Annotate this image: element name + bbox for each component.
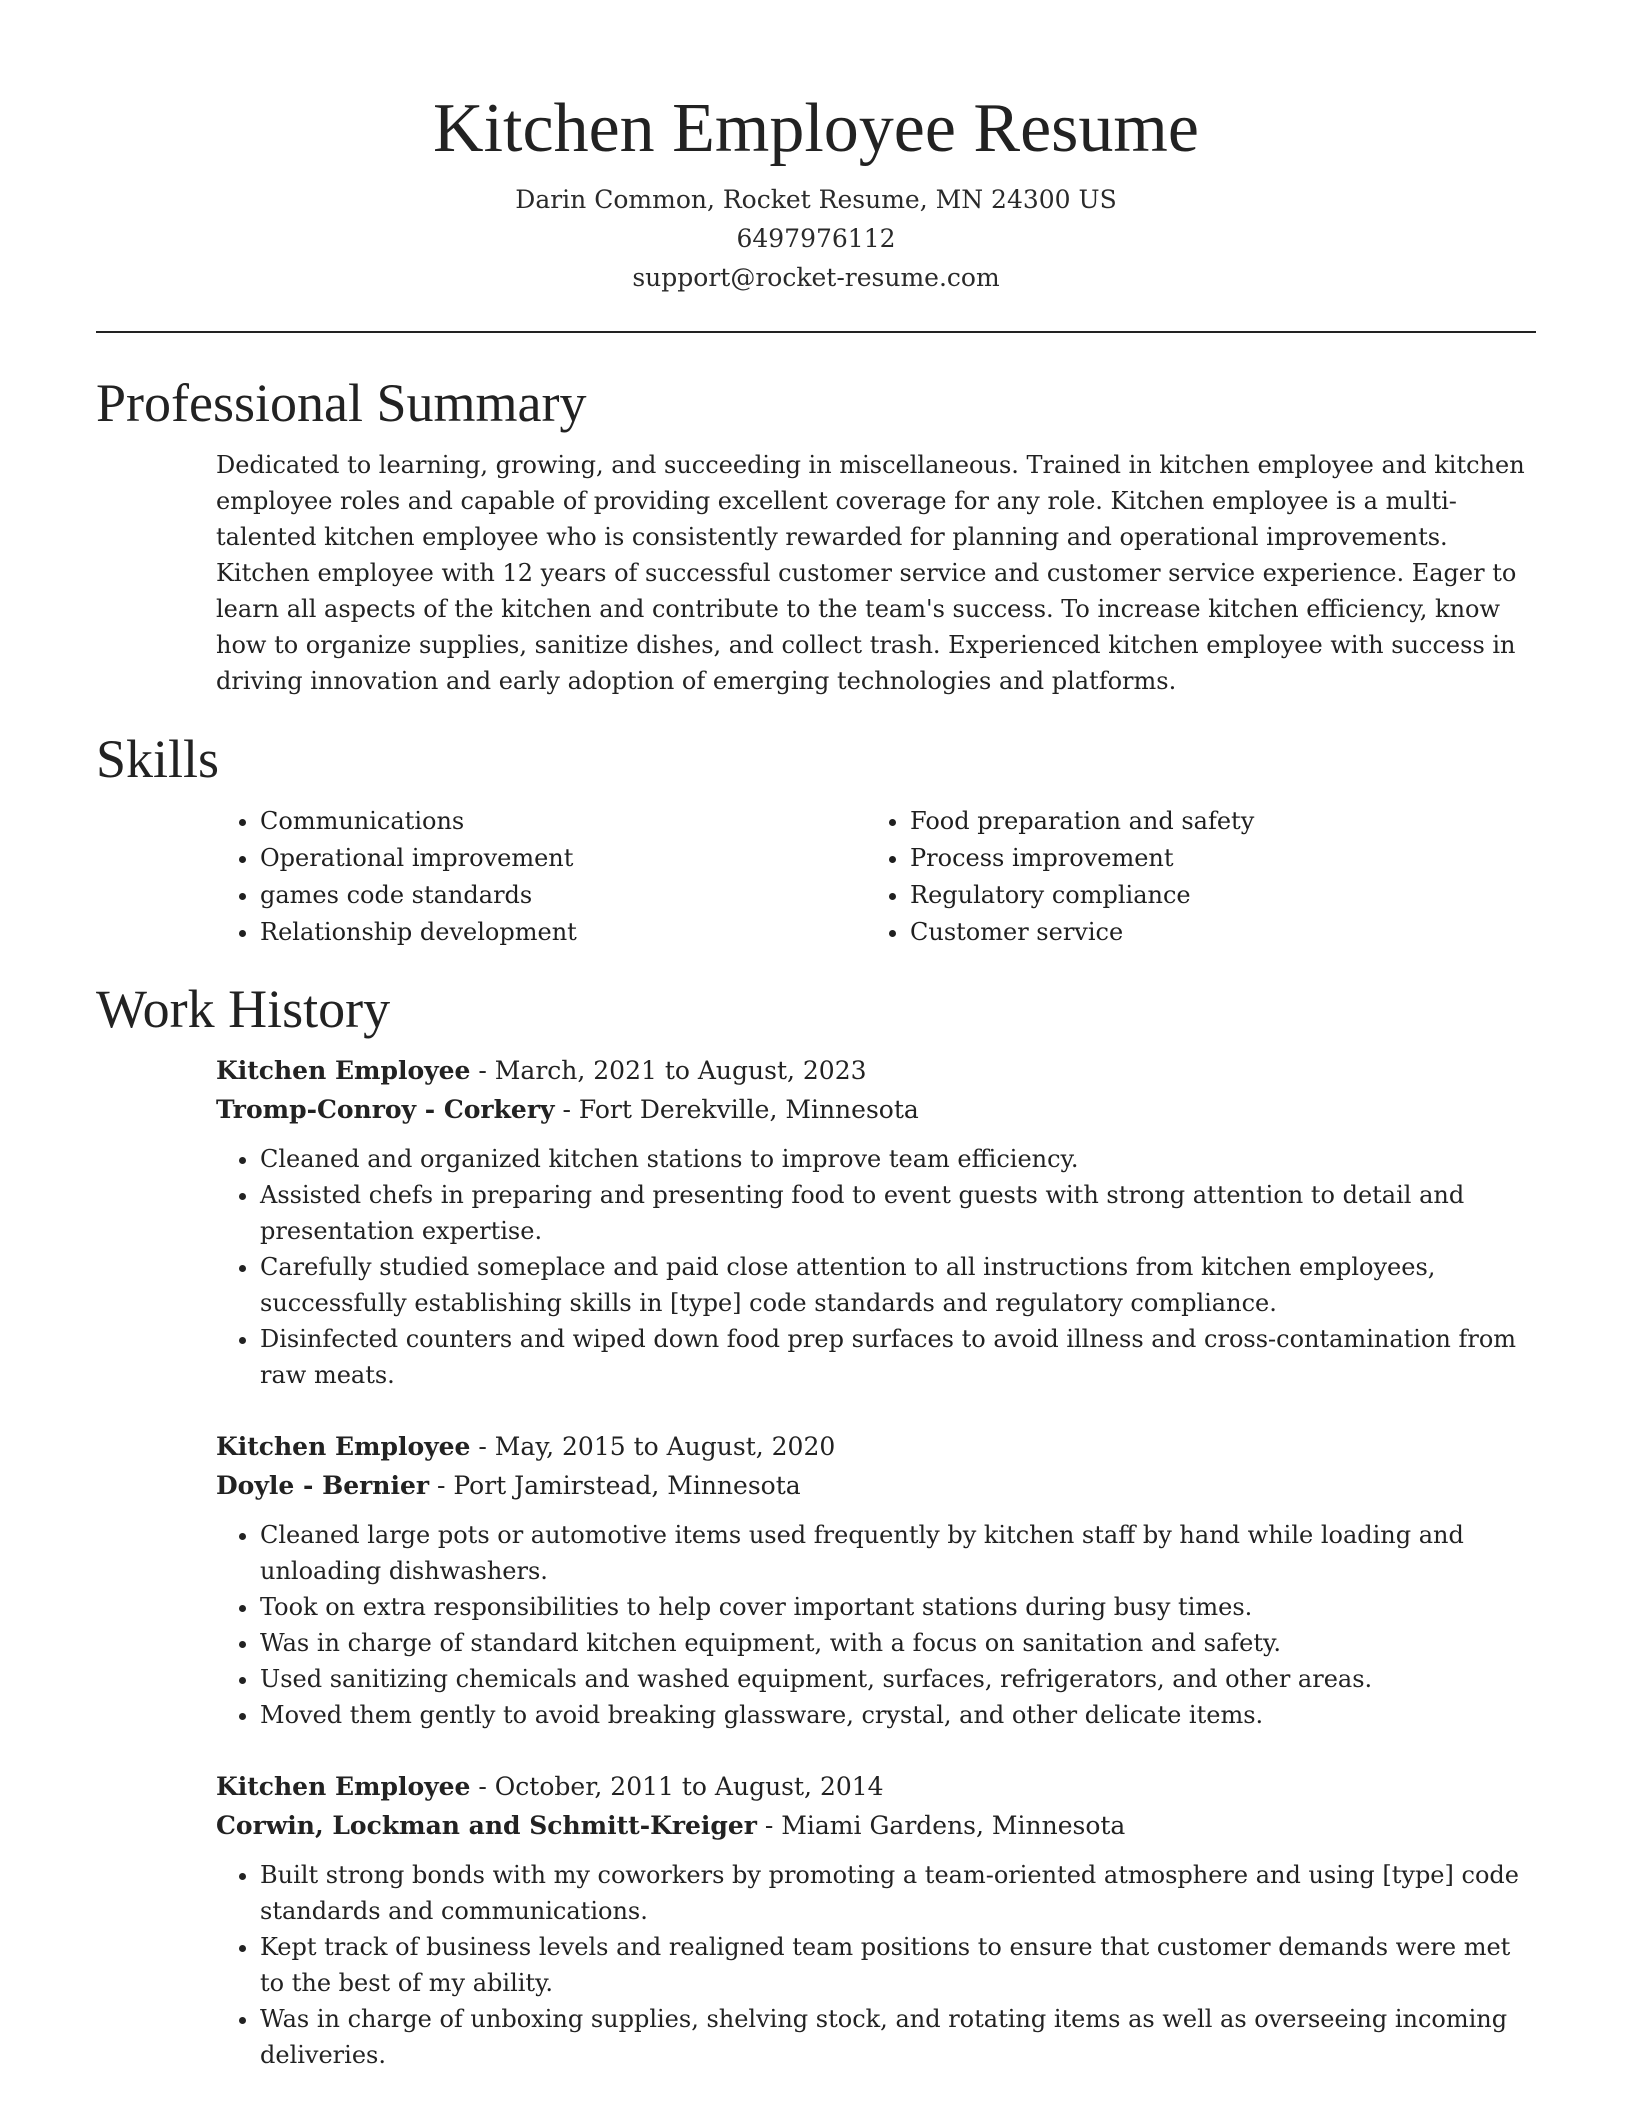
job-bullet: • Assisted chefs in preparing and presenting food to event guests with strong attention to detail and presentation expertise.	[260, 1177, 1536, 1249]
job-title: Kitchen Employee	[216, 1432, 471, 1461]
skill-item: • Operational improvement	[260, 840, 866, 877]
job-company: Doyle - Bernier	[216, 1471, 430, 1500]
contact-address: Darin Common, Rocket Resume, MN 24300 US	[515, 185, 1117, 214]
job-bullet: • Built strong bonds with my coworkers by promoting a team-oriented atmosphere and using [type] code standards and communications.	[260, 1857, 1536, 1929]
job-bullets	[216, 1517, 1536, 1733]
skills-column-left	[216, 803, 866, 951]
skills-column-right	[866, 803, 1254, 951]
skill-item: • Regulatory compliance	[910, 877, 1254, 914]
job-dates: - May, 2015 to August, 2020	[470, 1432, 836, 1461]
job-entry	[216, 1767, 1536, 2073]
summary-text: Dedicated to learning, growing, and succeeding in miscellaneous. Trained in kitchen employee and kitchen employee roles and capable of providing excellent coverage for any role. Kitchen employee is a multi-talented kitchen employee who is consistently rewarded for planning and operational improvements. Kitchen employee with 12 years of successful customer service and customer service experience. Eager to learn all aspects of the kitchen and contribute to the team's success. To increase kitchen efficiency, know how to organize supplies, sanitize dishes, and collect trash. Experienced kitchen employee with success in driving innovation and early adoption of emerging technologies and platforms.	[216, 451, 1525, 695]
job-title-line	[216, 1767, 1536, 1806]
job-bullet: • Used sanitizing chemicals and washed equipment, surfaces, refrigerators, and other areas.	[260, 1661, 1536, 1697]
skill-item: • Communications	[260, 803, 866, 840]
job-company-line	[216, 1466, 1536, 1505]
skills-list	[216, 803, 1536, 951]
summary-heading: Professional Summary	[96, 373, 587, 433]
job-location: - Miami Gardens, Minnesota	[756, 1811, 1126, 1840]
job-company: Corwin, Lockman and Schmitt-Kreiger	[216, 1811, 757, 1840]
job-bullet: • Kept track of business levels and realigned team positions to ensure that customer demands were met to the best of my ability.	[260, 1929, 1536, 2001]
job-bullets	[216, 1141, 1536, 1393]
job-bullets	[216, 1857, 1536, 2073]
job-company: Tromp-Conroy - Corkery	[216, 1095, 555, 1124]
skill-item: • Food preparation and safety	[910, 803, 1254, 840]
job-title-line	[216, 1051, 1536, 1090]
job-title: Kitchen Employee	[216, 1772, 471, 1801]
job-bullet: • Was in charge of standard kitchen equipment, with a focus on sanitation and safety.	[260, 1625, 1536, 1661]
job-bullet: • Carefully studied someplace and paid close attention to all instructions from kitchen employees, successfully establishing skills in [type] code standards and regulatory compliance.	[260, 1249, 1536, 1321]
skill-item: • Customer service	[910, 914, 1254, 951]
job-entry	[216, 1051, 1536, 1393]
job-title: Kitchen Employee	[216, 1056, 471, 1085]
job-bullet: • Disinfected counters and wiped down food prep surfaces to avoid illness and cross-contamination from raw meats.	[260, 1321, 1536, 1393]
job-location: - Fort Derekville, Minnesota	[554, 1095, 919, 1124]
job-bullet: • Cleaned and organized kitchen stations to improve team efficiency.	[260, 1141, 1536, 1177]
contact-email: support@rocket-resume.com	[632, 263, 1000, 292]
job-bullet: • Was in charge of unboxing supplies, shelving stock, and rotating items as well as overseeing incoming deliveries.	[260, 2001, 1536, 2073]
job-location: - Port Jamirstead, Minnesota	[429, 1471, 801, 1500]
job-dates: - October, 2011 to August, 2014	[470, 1772, 884, 1801]
contact-phone: 6497976112	[736, 224, 896, 253]
job-bullet: • Cleaned large pots or automotive items used frequently by kitchen staff by hand while loading and unloading dishwashers.	[260, 1517, 1536, 1589]
job-dates: - March, 2021 to August, 2023	[470, 1056, 867, 1085]
job-bullet: • Moved them gently to avoid breaking glassware, crystal, and other delicate items.	[260, 1697, 1536, 1733]
job-company-line	[216, 1090, 1536, 1129]
work-history-heading: Work History	[96, 979, 391, 1039]
job-company-line	[216, 1806, 1536, 1845]
job-title-line	[216, 1427, 1536, 1466]
header-divider	[96, 331, 1536, 333]
job-bullet: • Took on extra responsibilities to help cover important stations during busy times.	[260, 1589, 1536, 1625]
resume-header	[96, 0, 1536, 297]
skill-item: • games code standards	[260, 877, 866, 914]
resume-title: Kitchen Employee Resume	[433, 90, 1199, 167]
job-entry	[216, 1427, 1536, 1733]
skills-heading: Skills	[96, 729, 220, 789]
skill-item: • Process improvement	[910, 840, 1254, 877]
skill-item: • Relationship development	[260, 914, 866, 951]
